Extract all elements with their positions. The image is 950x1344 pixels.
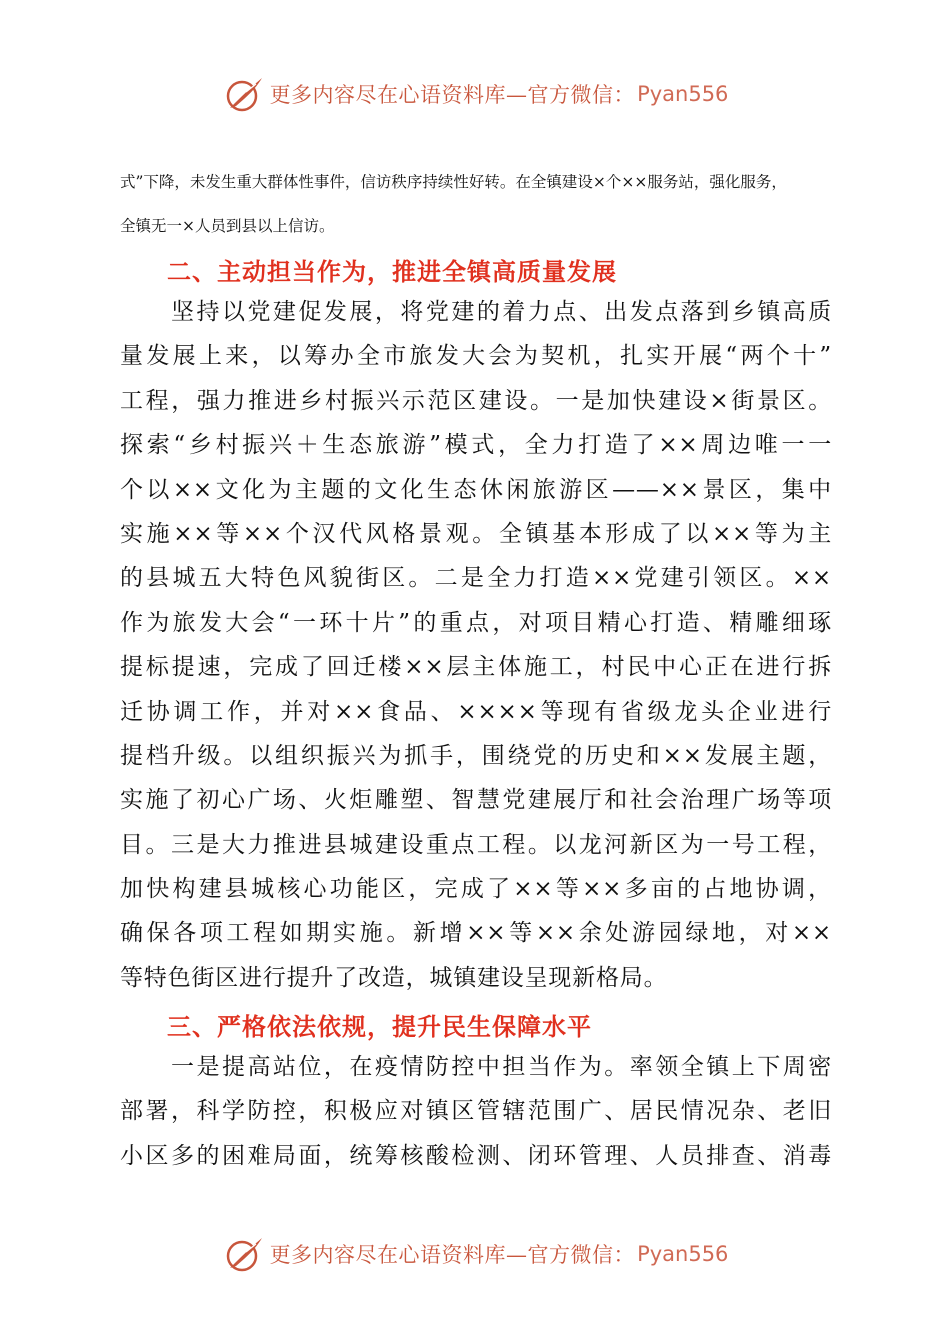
intro-line-1: 式”下降，未发生重大群体性事件，信访秩序持续性好转。在全镇建设×个××服务站，强化服务， — [120, 173, 787, 191]
body-line: 小区多的困难局面，统筹核酸检测、闭环管理、人员排查、消毒 — [120, 1142, 832, 1169]
body-line: 坚持以党建促发展，将党建的着力点、出发点落到乡镇高质 — [120, 299, 832, 325]
watermark-header — [0, 72, 950, 116]
section-heading-2: 二、主动担当作为，推进全镇高质量发展 — [167, 258, 617, 286]
body-line: 探索“乡村振兴＋生态旅游”模式，全力打造了××周边唯一一 — [120, 432, 832, 459]
body-line: 作为旅发大会“一环十片”的重点，对项目精心打造、精雕细琢 — [120, 609, 832, 636]
body-line: 迁协调工作，并对××食品、××××等现有省级龙头企业进行 — [120, 698, 832, 725]
body-line: 等特色街区进行提升了改造，城镇建设呈现新格局。 — [120, 964, 668, 991]
section-heading-3: 三、严格依法依规，提升民生保障水平 — [167, 1013, 592, 1041]
section-3-body — [120, 1045, 832, 1178]
body-line: 加快构建县城核心功能区，完成了××等××多亩的占地协调， — [120, 876, 832, 903]
body-line: 部署，科学防控，积极应对镇区管辖范围广、居民情况杂、老旧 — [120, 1098, 832, 1125]
section-2-body — [120, 290, 832, 1000]
body-line: 的县城五大特色风貌街区。二是全力打造××党建引领区。×× — [120, 565, 832, 592]
quill-logo-icon — [222, 1232, 266, 1276]
watermark-footer — [0, 1232, 950, 1276]
body-line: 实施了初心广场、火炬雕塑、智慧党建展厅和社会治理广场等项 — [120, 787, 832, 814]
watermark-wechat-id: Pyan556 — [637, 1242, 729, 1266]
watermark-wechat-id: Pyan556 — [637, 82, 729, 106]
body-line: 量发展上来，以筹办全市旅发大会为契机，扎实开展“两个十” — [120, 343, 832, 370]
body-line: 提档升级。以组织振兴为抓手，围绕党的历史和××发展主题， — [120, 742, 832, 769]
body-line: 确保各项工程如期实施。新增××等××余处游园绿地，对×× — [120, 920, 832, 947]
body-line: 一是提高站位，在疫情防控中担当作为。率领全镇上下周密 — [120, 1054, 832, 1080]
quill-logo-icon — [222, 72, 266, 116]
watermark-text: 更多内容尽在心语资料库—官方微信： — [269, 83, 636, 107]
body-line: 提标提速，完成了回迁楼××层主体施工，村民中心正在进行拆 — [120, 654, 832, 681]
body-line: 目。三是大力推进县城建设重点工程。以龙河新区为一号工程， — [120, 831, 832, 858]
body-line: 实施××等××个汉代风格景观。全镇基本形成了以××等为主 — [120, 520, 832, 547]
intro-line-2: 全镇无一×人员到县以上信访。 — [120, 217, 335, 235]
watermark-text: 更多内容尽在心语资料库—官方微信： — [269, 1243, 636, 1267]
body-line: 工程，强力推进乡村振兴示范区建设。一是加快建设×街景区。 — [120, 387, 832, 414]
body-line: 个以××文化为主题的文化生态休闲旅游区——××景区，集中 — [120, 476, 832, 503]
